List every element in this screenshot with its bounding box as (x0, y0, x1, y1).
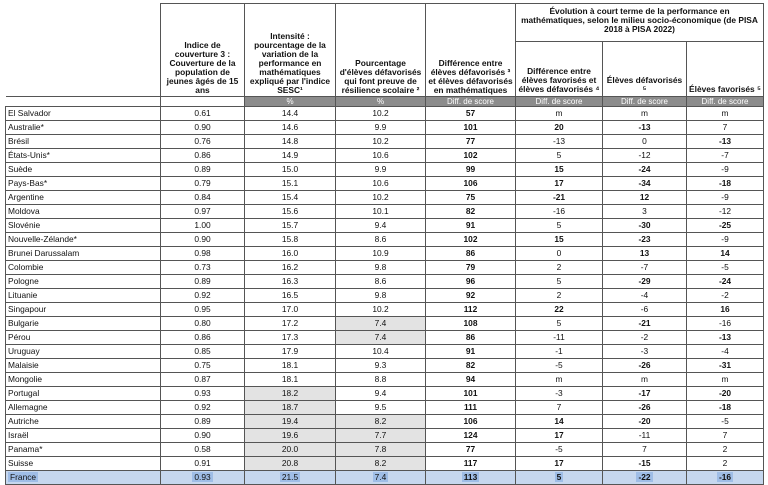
table-row (6, 247, 764, 261)
value-cell-c1: 0.86 (161, 149, 245, 163)
value-cell-c1: 0.90 (161, 121, 245, 135)
table-row (6, 233, 764, 247)
value-cell-c6: -17 (603, 387, 687, 401)
value-cell-c4: 117 (426, 457, 516, 471)
table-row (6, 415, 764, 429)
table-row (6, 331, 764, 345)
value-cell-c7: -24 (687, 275, 764, 289)
value-cell-c2: 18.1 (245, 359, 336, 373)
value-cell-c2: 14.4 (245, 107, 336, 121)
value-cell-c2: 14.6 (245, 121, 336, 135)
country-cell: Israël (6, 429, 161, 443)
value-cell-c5: 15 (516, 163, 603, 177)
value-cell-c1: 0.91 (161, 457, 245, 471)
value-cell-c5: -11 (516, 331, 603, 345)
value-cell-c5: 22 (516, 303, 603, 317)
value-cell-c3: 9.9 (336, 121, 426, 135)
value-cell-c1: 0.89 (161, 415, 245, 429)
table-row (6, 177, 764, 191)
unit-col3: % (336, 97, 426, 107)
value-cell-c2: 15.8 (245, 233, 336, 247)
unit-col6: Diff. de score (603, 97, 687, 107)
value-cell-c3: 10.9 (336, 247, 426, 261)
value-cell-c4: 96 (426, 275, 516, 289)
header-score-difference: Différence entre élèves défavorisés ³ et élèves défavorisés en mathématiques (426, 4, 516, 97)
value-cell-c4: 82 (426, 359, 516, 373)
value-cell-c2: 15.7 (245, 219, 336, 233)
value-cell-c7: m (687, 373, 764, 387)
table-row (6, 317, 764, 331)
value-cell-c6: -12 (603, 149, 687, 163)
value-cell-c6: -13 (603, 121, 687, 135)
value-cell-c3: 8.2 (336, 415, 426, 429)
value-cell-c3: 9.4 (336, 219, 426, 233)
value-cell-c2: 20.8 (245, 457, 336, 471)
unit-blank-coverage (161, 97, 245, 107)
value-cell-c3: 7.4 (336, 317, 426, 331)
header-evol-disadvantaged: Élèves défavorisés ⁵ (603, 42, 687, 97)
value-cell-c3: 9.5 (336, 401, 426, 415)
value-cell-c6: -23 (603, 233, 687, 247)
table-body (6, 107, 764, 485)
value-cell-c3: 7.7 (336, 429, 426, 443)
value-cell-c5: 5 (516, 317, 603, 331)
value-cell-c5: 5 (516, 149, 603, 163)
value-cell-c4: 111 (426, 401, 516, 415)
value-cell-c3: 8.6 (336, 275, 426, 289)
value-cell-c7: -31 (687, 359, 764, 373)
value-cell-c7: -5 (687, 415, 764, 429)
value-cell-c1: 0.73 (161, 261, 245, 275)
value-cell-c1: 0.90 (161, 429, 245, 443)
header-intensity: Intensité : pourcentage de la variation de la performance en mathématiques expliqué par l'indice SESC¹ (245, 4, 336, 97)
table-row (6, 373, 764, 387)
table-row (6, 345, 764, 359)
value-cell-c5: -5 (516, 443, 603, 457)
value-cell-c7: -16 (687, 471, 764, 485)
value-cell-c3: 10.6 (336, 149, 426, 163)
value-cell-c6: -26 (603, 401, 687, 415)
value-cell-c4: 86 (426, 247, 516, 261)
table-row (6, 303, 764, 317)
value-cell-c2: 16.5 (245, 289, 336, 303)
value-cell-c4: 92 (426, 289, 516, 303)
table-row (6, 107, 764, 121)
country-cell: France (6, 471, 161, 485)
country-cell: Suisse (6, 457, 161, 471)
country-cell: Nouvelle-Zélande* (6, 233, 161, 247)
value-cell-c1: 0.85 (161, 345, 245, 359)
table-row (6, 457, 764, 471)
value-cell-c3: 9.8 (336, 261, 426, 275)
value-cell-c5: -3 (516, 387, 603, 401)
country-cell: Uruguay (6, 345, 161, 359)
value-cell-c7: -13 (687, 331, 764, 345)
value-cell-c6: -15 (603, 457, 687, 471)
value-cell-c7: -13 (687, 135, 764, 149)
value-cell-c6: m (603, 107, 687, 121)
value-cell-c3: 10.2 (336, 135, 426, 149)
value-cell-c2: 14.8 (245, 135, 336, 149)
value-cell-c4: 112 (426, 303, 516, 317)
value-cell-c3: 7.8 (336, 443, 426, 457)
value-cell-c2: 16.2 (245, 261, 336, 275)
value-cell-c1: 0.97 (161, 205, 245, 219)
value-cell-c3: 10.6 (336, 177, 426, 191)
country-cell: Mongolie (6, 373, 161, 387)
value-cell-c4: 108 (426, 317, 516, 331)
value-cell-c2: 15.1 (245, 177, 336, 191)
value-cell-c1: 0.90 (161, 233, 245, 247)
country-cell: Pays-Bas* (6, 177, 161, 191)
value-cell-c4: 75 (426, 191, 516, 205)
value-cell-c1: 0.93 (161, 471, 245, 485)
value-cell-c5: 0 (516, 247, 603, 261)
value-cell-c4: 91 (426, 345, 516, 359)
value-cell-c5: 7 (516, 401, 603, 415)
value-cell-c1: 0.98 (161, 247, 245, 261)
value-cell-c5: 5 (516, 471, 603, 485)
country-cell: Lituanie (6, 289, 161, 303)
value-cell-c2: 19.6 (245, 429, 336, 443)
value-cell-c3: 9.3 (336, 359, 426, 373)
country-cell: Portugal (6, 387, 161, 401)
value-cell-c1: 0.75 (161, 359, 245, 373)
value-cell-c7: -18 (687, 401, 764, 415)
value-cell-c7: -9 (687, 191, 764, 205)
header-coverage-index: Indice de couverture 3 : Couverture de la population de jeunes âgés de 15 ans (161, 4, 245, 97)
value-cell-c4: 113 (426, 471, 516, 485)
value-cell-c2: 20.0 (245, 443, 336, 457)
value-cell-c7: -12 (687, 205, 764, 219)
value-cell-c4: 102 (426, 149, 516, 163)
country-cell: Pérou (6, 331, 161, 345)
value-cell-c1: 0.84 (161, 191, 245, 205)
value-cell-c2: 15.0 (245, 163, 336, 177)
value-cell-c2: 17.0 (245, 303, 336, 317)
value-cell-c2: 17.9 (245, 345, 336, 359)
value-cell-c1: 0.89 (161, 275, 245, 289)
value-cell-c7: -5 (687, 261, 764, 275)
table-row (6, 163, 764, 177)
value-cell-c3: 10.4 (336, 345, 426, 359)
value-cell-c4: 91 (426, 219, 516, 233)
country-cell: Moldova (6, 205, 161, 219)
value-cell-c4: 106 (426, 415, 516, 429)
value-cell-c2: 18.7 (245, 401, 336, 415)
value-cell-c6: -30 (603, 219, 687, 233)
value-cell-c1: 0.76 (161, 135, 245, 149)
value-cell-c4: 101 (426, 387, 516, 401)
value-cell-c2: 16.3 (245, 275, 336, 289)
value-cell-c2: 15.6 (245, 205, 336, 219)
header-resilience: Pourcentage d'élèves défavorisés qui font preuve de résilience scolaire ² (336, 4, 426, 97)
value-cell-c5: 15 (516, 233, 603, 247)
table-row (6, 471, 764, 485)
value-cell-c5: -1 (516, 345, 603, 359)
value-cell-c7: -7 (687, 149, 764, 163)
value-cell-c7: -4 (687, 345, 764, 359)
value-cell-c5: m (516, 373, 603, 387)
table-row (6, 443, 764, 457)
table-row (6, 135, 764, 149)
value-cell-c6: 7 (603, 443, 687, 457)
header-evol-diff: Différence entre élèves favorisés et élèves défavorisés ⁴ (516, 42, 603, 97)
value-cell-c5: 20 (516, 121, 603, 135)
value-cell-c3: 10.2 (336, 191, 426, 205)
value-cell-c3: 10.1 (336, 205, 426, 219)
value-cell-c3: 10.2 (336, 303, 426, 317)
value-cell-c4: 57 (426, 107, 516, 121)
value-cell-c7: 16 (687, 303, 764, 317)
value-cell-c1: 0.87 (161, 373, 245, 387)
value-cell-c5: -13 (516, 135, 603, 149)
value-cell-c7: -25 (687, 219, 764, 233)
table-row (6, 289, 764, 303)
value-cell-c7: -16 (687, 317, 764, 331)
value-cell-c6: -22 (603, 471, 687, 485)
country-cell: Suède (6, 163, 161, 177)
country-cell: Malaisie (6, 359, 161, 373)
value-cell-c4: 106 (426, 177, 516, 191)
value-cell-c1: 0.86 (161, 331, 245, 345)
value-cell-c1: 0.89 (161, 163, 245, 177)
table-row (6, 401, 764, 415)
value-cell-c3: 8.6 (336, 233, 426, 247)
value-cell-c5: 17 (516, 457, 603, 471)
header-evol-advantaged: Élèves favorisés ⁵ (687, 42, 764, 97)
unit-col4: Diff. de score (426, 97, 516, 107)
value-cell-c7: -18 (687, 177, 764, 191)
value-cell-c6: 12 (603, 191, 687, 205)
country-cell: Autriche (6, 415, 161, 429)
value-cell-c2: 17.2 (245, 317, 336, 331)
value-cell-c4: 86 (426, 331, 516, 345)
country-cell: Argentine (6, 191, 161, 205)
value-cell-c2: 17.3 (245, 331, 336, 345)
value-cell-c6: -26 (603, 359, 687, 373)
value-cell-c3: 9.9 (336, 163, 426, 177)
country-cell: Brésil (6, 135, 161, 149)
value-cell-c5: -16 (516, 205, 603, 219)
table-row (6, 219, 764, 233)
value-cell-c1: 0.79 (161, 177, 245, 191)
unit-col2: % (245, 97, 336, 107)
table-row (6, 261, 764, 275)
value-cell-c6: -7 (603, 261, 687, 275)
value-cell-c6: m (603, 373, 687, 387)
table-row (6, 205, 764, 219)
table-row (6, 149, 764, 163)
value-cell-c6: -29 (603, 275, 687, 289)
header-evolution: Évolution à court terme de la performance en mathématiques, selon le milieu socio-économique (de PISA 2018 à PISA 2022) (516, 4, 764, 42)
unit-blank-country (6, 97, 161, 107)
value-cell-c3: 9.8 (336, 289, 426, 303)
value-cell-c2: 21.5 (245, 471, 336, 485)
value-cell-c6: -2 (603, 331, 687, 345)
unit-col5: Diff. de score (516, 97, 603, 107)
pisa-table (5, 3, 764, 485)
value-cell-c7: 2 (687, 443, 764, 457)
country-cell: Pologne (6, 275, 161, 289)
value-cell-c5: 17 (516, 177, 603, 191)
value-cell-c7: m (687, 107, 764, 121)
value-cell-c5: 2 (516, 289, 603, 303)
value-cell-c2: 14.9 (245, 149, 336, 163)
value-cell-c5: 17 (516, 429, 603, 443)
value-cell-c1: 0.61 (161, 107, 245, 121)
country-cell: Singapour (6, 303, 161, 317)
table-row (6, 359, 764, 373)
value-cell-c2: 15.4 (245, 191, 336, 205)
value-cell-c4: 99 (426, 163, 516, 177)
value-cell-c5: 2 (516, 261, 603, 275)
country-cell: Allemagne (6, 401, 161, 415)
value-cell-c6: -11 (603, 429, 687, 443)
value-cell-c6: 0 (603, 135, 687, 149)
value-cell-c4: 101 (426, 121, 516, 135)
value-cell-c1: 0.93 (161, 387, 245, 401)
value-cell-c5: 5 (516, 275, 603, 289)
value-cell-c5: 14 (516, 415, 603, 429)
value-cell-c6: 13 (603, 247, 687, 261)
value-cell-c1: 1.00 (161, 219, 245, 233)
value-cell-c4: 79 (426, 261, 516, 275)
value-cell-c2: 16.0 (245, 247, 336, 261)
value-cell-c7: -2 (687, 289, 764, 303)
value-cell-c7: 7 (687, 429, 764, 443)
value-cell-c3: 7.4 (336, 471, 426, 485)
value-cell-c2: 18.1 (245, 373, 336, 387)
country-cell: Australie* (6, 121, 161, 135)
value-cell-c7: 14 (687, 247, 764, 261)
value-cell-c7: 7 (687, 121, 764, 135)
value-cell-c6: -3 (603, 345, 687, 359)
country-cell: Colombie (6, 261, 161, 275)
table-row (6, 429, 764, 443)
value-cell-c5: 5 (516, 219, 603, 233)
value-cell-c5: -5 (516, 359, 603, 373)
country-cell: El Salvador (6, 107, 161, 121)
country-cell: Bulgarie (6, 317, 161, 331)
value-cell-c3: 7.4 (336, 331, 426, 345)
table-row (6, 275, 764, 289)
value-cell-c7: -9 (687, 233, 764, 247)
corner-cell (6, 4, 161, 97)
value-cell-c4: 77 (426, 135, 516, 149)
value-cell-c4: 77 (426, 443, 516, 457)
value-cell-c7: -9 (687, 163, 764, 177)
value-cell-c6: -20 (603, 415, 687, 429)
value-cell-c6: -21 (603, 317, 687, 331)
value-cell-c3: 8.2 (336, 457, 426, 471)
value-cell-c6: 3 (603, 205, 687, 219)
value-cell-c7: 2 (687, 457, 764, 471)
value-cell-c7: -20 (687, 387, 764, 401)
value-cell-c2: 18.2 (245, 387, 336, 401)
value-cell-c3: 10.2 (336, 107, 426, 121)
unit-col7: Diff. de score (687, 97, 764, 107)
value-cell-c5: -21 (516, 191, 603, 205)
country-cell: Slovénie (6, 219, 161, 233)
value-cell-c1: 0.58 (161, 443, 245, 457)
country-cell: Panama* (6, 443, 161, 457)
value-cell-c4: 94 (426, 373, 516, 387)
value-cell-c2: 19.4 (245, 415, 336, 429)
value-cell-c1: 0.95 (161, 303, 245, 317)
value-cell-c1: 0.92 (161, 289, 245, 303)
value-cell-c3: 8.8 (336, 373, 426, 387)
country-cell: Brunei Darussalam (6, 247, 161, 261)
value-cell-c1: 0.80 (161, 317, 245, 331)
value-cell-c6: -6 (603, 303, 687, 317)
value-cell-c6: -34 (603, 177, 687, 191)
value-cell-c1: 0.92 (161, 401, 245, 415)
table-row (6, 121, 764, 135)
value-cell-c5: m (516, 107, 603, 121)
table-row (6, 387, 764, 401)
country-cell: États-Unis* (6, 149, 161, 163)
value-cell-c6: -24 (603, 163, 687, 177)
value-cell-c6: -4 (603, 289, 687, 303)
value-cell-c4: 102 (426, 233, 516, 247)
value-cell-c3: 9.4 (336, 387, 426, 401)
value-cell-c4: 82 (426, 205, 516, 219)
table-row (6, 191, 764, 205)
value-cell-c4: 124 (426, 429, 516, 443)
